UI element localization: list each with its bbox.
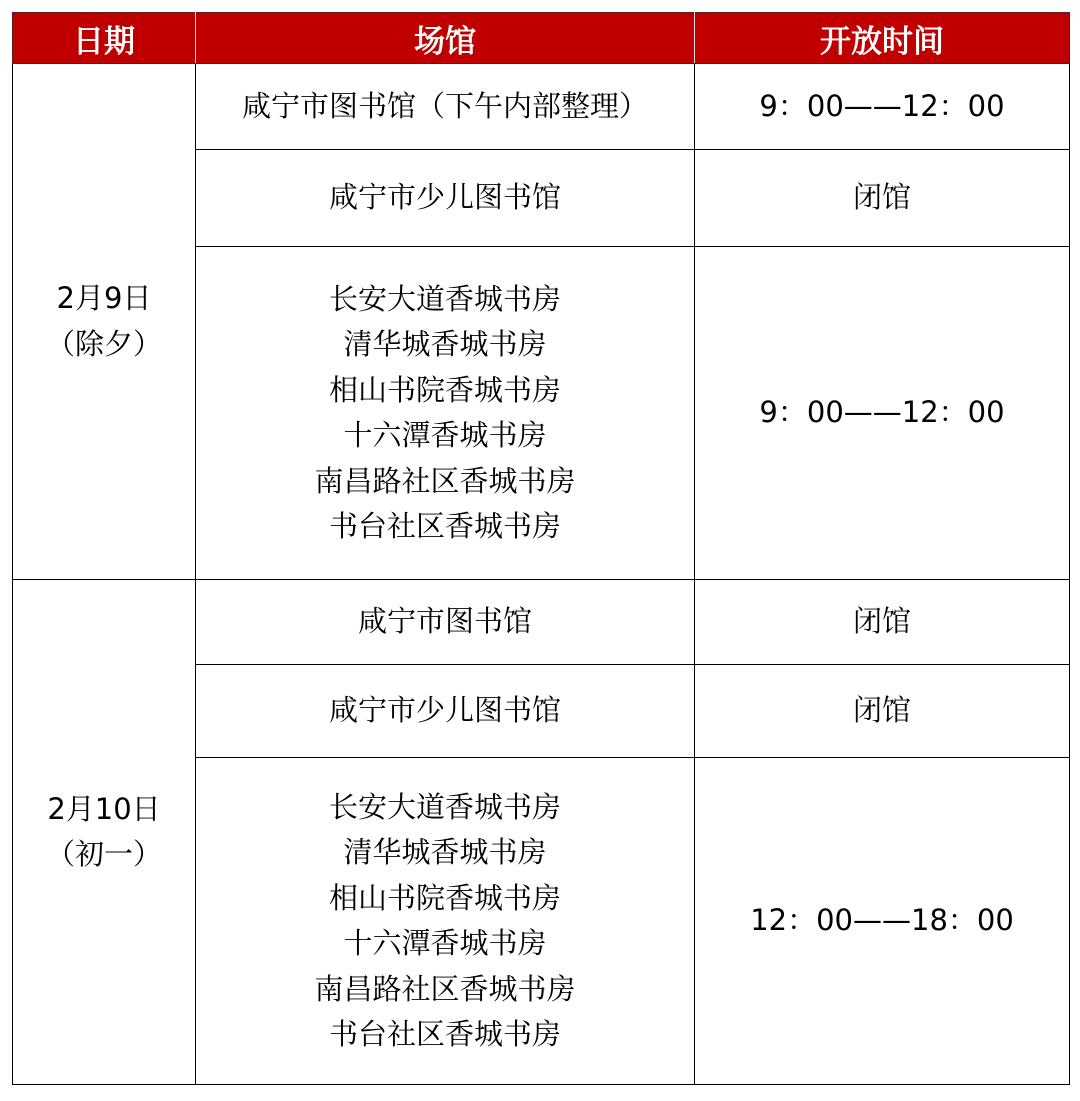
table-body	[13, 64, 1070, 1085]
hours-cell: 9：00——12：00	[695, 247, 1070, 580]
venue-name: 南昌路社区香城书房	[314, 463, 576, 498]
venue-cell	[196, 665, 695, 758]
venue-name: 咸宁市图书馆（下午内部整理）	[241, 88, 648, 123]
venue-name: 咸宁市图书馆	[357, 604, 532, 639]
header-venue: 场馆	[196, 13, 695, 64]
venue-name: 书台社区香城书房	[328, 509, 561, 543]
hours-cell: 闭馆	[695, 150, 1070, 247]
hours-cell: 闭馆	[695, 580, 1070, 665]
date-note: （除夕）	[45, 326, 162, 361]
venue-cell	[196, 150, 695, 247]
venue-cell	[196, 758, 695, 1085]
venue-cell	[196, 247, 695, 580]
date-cell	[13, 580, 196, 1085]
venue-name: 书台社区香城书房	[328, 1017, 561, 1051]
venue-name: 清华城香城书房	[343, 835, 547, 869]
venue-name: 相山书院香城书房	[328, 880, 561, 915]
venue-name: 相山书院香城书房	[328, 372, 561, 407]
date-label: 2月10日	[47, 791, 161, 826]
header-row	[13, 13, 1070, 64]
hours-cell: 9：00——12：00	[695, 64, 1070, 150]
venue-cell	[196, 580, 695, 665]
header-hours: 开放时间	[695, 13, 1070, 64]
date-note: （初一）	[45, 837, 162, 871]
venue-name: 十六潭香城书房	[343, 418, 547, 452]
hours-cell: 闭馆	[695, 665, 1070, 758]
header-date: 日期	[13, 13, 196, 64]
opening-hours-table	[12, 12, 1070, 1085]
hours-cell: 12：00——18：00	[695, 758, 1070, 1085]
table-row	[13, 64, 1070, 150]
venue-name: 咸宁市少儿图书馆	[328, 180, 561, 215]
date-label: 2月9日	[56, 281, 152, 315]
table-row	[13, 580, 1070, 665]
venue-name: 十六潭香城书房	[343, 926, 547, 960]
venue-name: 长安大道香城书房	[328, 281, 561, 316]
venue-name: 长安大道香城书房	[328, 789, 561, 824]
venue-cell	[196, 64, 695, 150]
table-header	[13, 13, 1070, 64]
date-cell	[13, 64, 196, 580]
venue-name: 咸宁市少儿图书馆	[328, 693, 561, 728]
venue-name: 南昌路社区香城书房	[314, 971, 576, 1006]
venue-name: 清华城香城书房	[343, 327, 547, 361]
